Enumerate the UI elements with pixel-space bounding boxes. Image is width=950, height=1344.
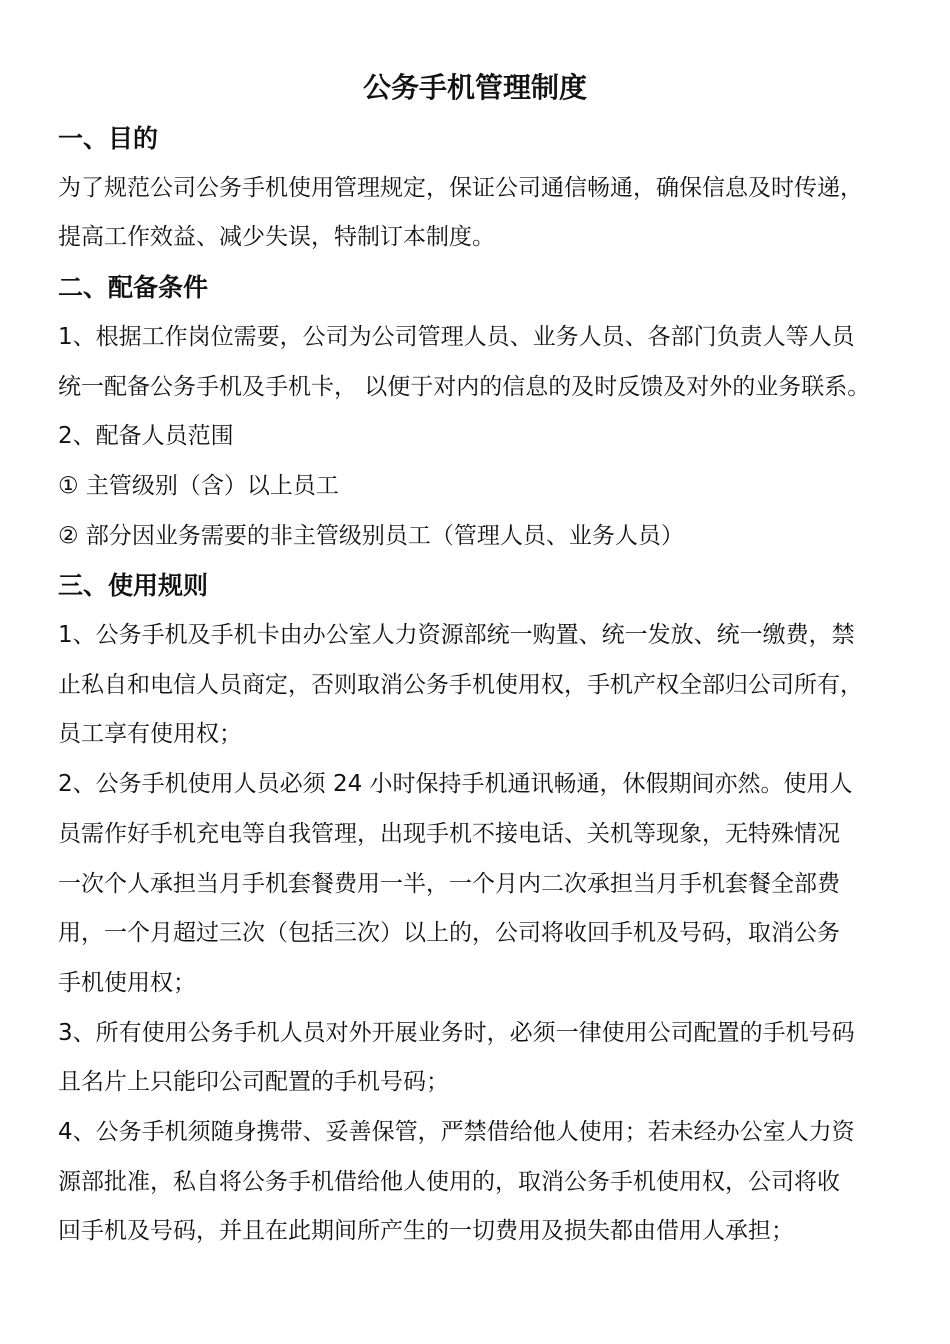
text-line: 为了规范公司公务手机使用管理规定，保证公司通信畅通，确保信息及时传递， — [58, 174, 863, 201]
text-line: ② 部分因业务需要的非主管级别员工（管理人员、业务人员） — [58, 522, 684, 549]
text-line: 2、配备人员范围 — [58, 423, 234, 450]
text-line: 2、公务手机使用人员必须 24 小时保持手机通讯畅通，休假期间亦然。使用人 — [58, 771, 853, 798]
text-line: 4、公务手机须随身携带、妥善保管，严禁借给他人使用；若未经办公室人力资 — [58, 1119, 855, 1146]
text-line: 用，一个月超过三次（包括三次）以上的，公司将收回手机及号码，取消公务 — [58, 920, 840, 947]
text-line: 1、公务手机及手机卡由办公室人力资源部统一购置、统一发放、统一缴费，禁 — [58, 622, 855, 649]
section-usage-rules — [58, 561, 908, 1257]
text-line: 手机使用权； — [58, 969, 196, 996]
text-line: ① 主管级别（含）以上员工 — [58, 472, 339, 499]
text-line: 员工享有使用权； — [58, 721, 242, 748]
text-line: 统一配备公务手机及手机卡， 以便于对内的信息的及时反馈及对外的业务联系。 — [58, 373, 871, 400]
document-title: 公务手机管理制度 — [362, 71, 587, 104]
section-paragraph — [58, 164, 908, 263]
text-line: 止私自和电信人员商定，否则取消公务手机使用权，手机产权全部归公司所有， — [58, 671, 863, 698]
document-body — [58, 114, 908, 1257]
text-line: 员需作好手机充电等自我管理，出现手机不接电话、关机等现象，无特殊情况 — [58, 820, 840, 847]
text-line: 提高工作效益、减少失误，特制订本制度。 — [58, 224, 495, 251]
text-line: 1、根据工作岗位需要，公司为公司管理人员、业务人员、各部门负责人等人员 — [58, 323, 855, 350]
text-line: 源部批准，私自将公务手机借给他人使用的，取消公务手机使用权，公司将收 — [58, 1168, 840, 1195]
text-line: 且名片上只能印公司配置的手机号码； — [58, 1069, 449, 1096]
section-purpose — [58, 114, 908, 263]
text-line: 回手机及号码，并且在此期间所产生的一切费用及损失都由借用人承担； — [58, 1218, 794, 1245]
section-heading: 一、目的 — [58, 124, 159, 153]
section-paragraph — [58, 313, 908, 562]
section-equipment-conditions — [58, 263, 908, 561]
section-heading: 三、使用规则 — [58, 571, 209, 601]
section-paragraph — [58, 611, 908, 1257]
section-heading: 二、配备条件 — [58, 273, 209, 303]
text-line: 3、所有使用公务手机人员对外开展业务时，必须一律使用公司配置的手机号码 — [58, 1019, 855, 1046]
text-line: 一次个人承担当月手机套餐费用一半，一个月内二次承担当月手机套餐全部费 — [58, 870, 840, 897]
